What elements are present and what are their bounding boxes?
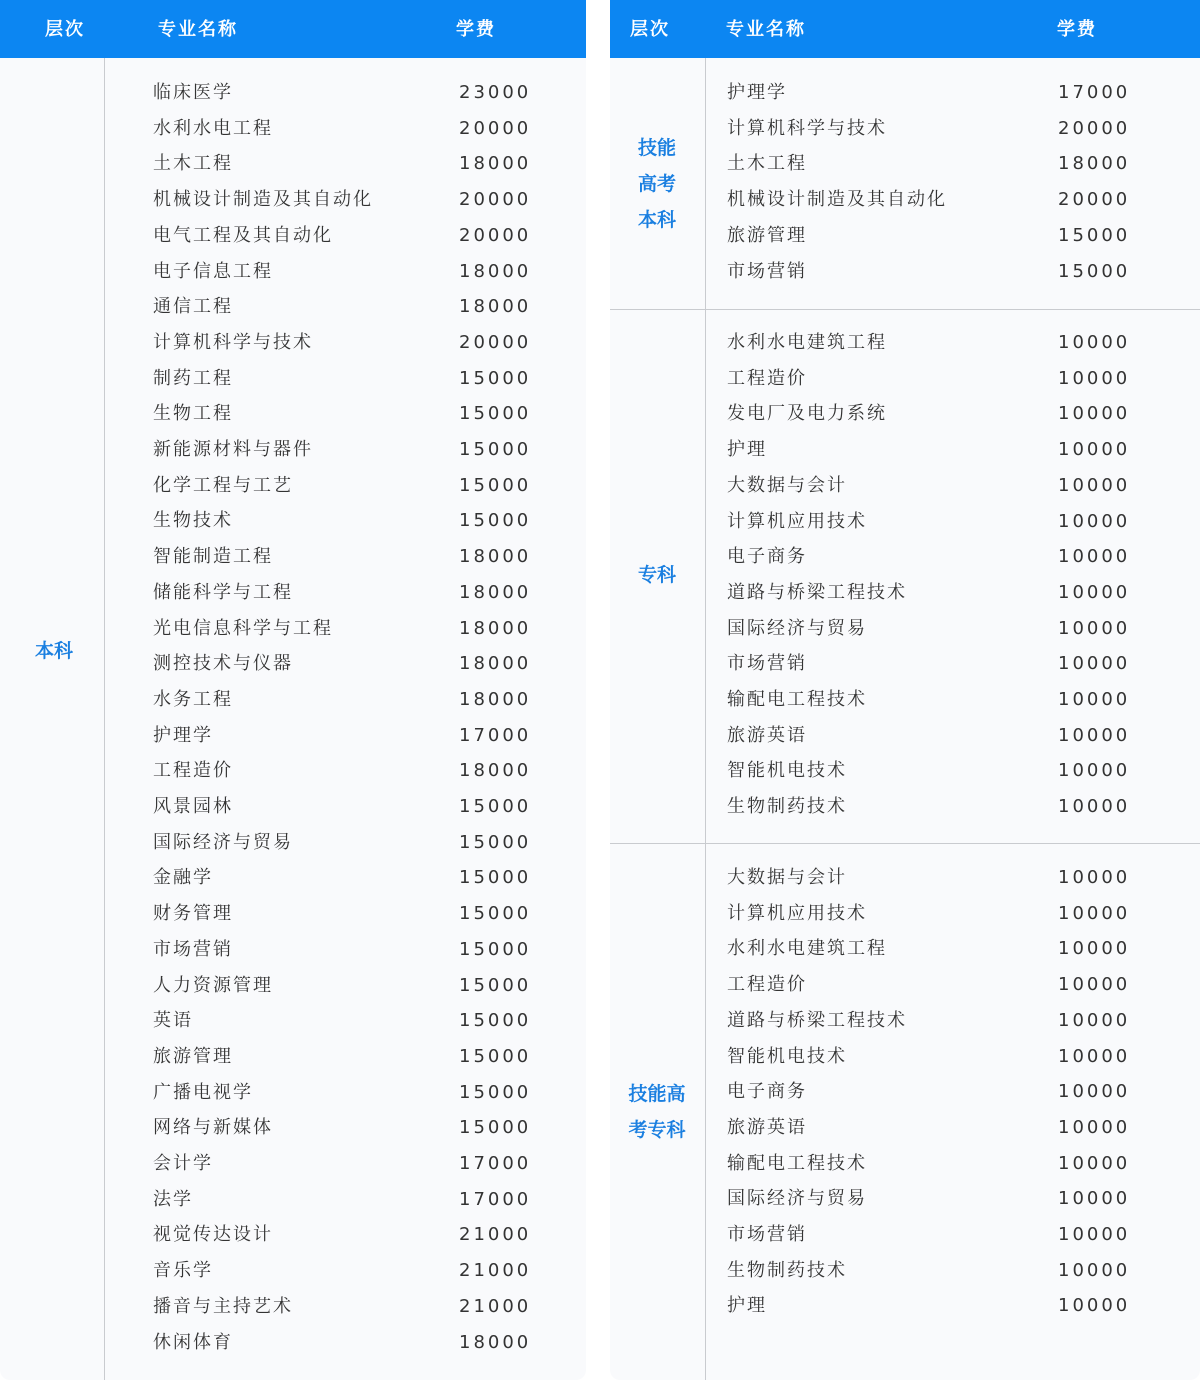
major-name: 国际经济与贸易 bbox=[153, 831, 293, 853]
tuition-fee: 17000 bbox=[1058, 82, 1131, 103]
major-name: 工程造价 bbox=[727, 974, 807, 996]
table-row bbox=[0, 114, 586, 144]
major-name: 法学 bbox=[153, 1188, 193, 1210]
major-name: 广播电视学 bbox=[153, 1081, 253, 1103]
level-label-line: 本科 bbox=[34, 640, 73, 662]
header-major: 专业名称 bbox=[158, 19, 238, 40]
tuition-fee: 18000 bbox=[459, 688, 532, 710]
major-name: 风景园林 bbox=[153, 796, 233, 817]
table-row bbox=[0, 471, 586, 501]
tuition-fee: 18000 bbox=[459, 653, 532, 675]
major-name: 生物制药技术 bbox=[727, 1259, 847, 1281]
major-name: 计算机科学与技术 bbox=[153, 331, 313, 353]
tuition-fee: 10000 bbox=[1058, 332, 1131, 353]
major-name: 化学工程与工艺 bbox=[153, 474, 293, 496]
major-name: 电子商务 bbox=[727, 1081, 807, 1103]
major-name: 护理 bbox=[727, 1295, 767, 1317]
tuition-fee: 23000 bbox=[459, 82, 532, 103]
major-name: 护理学 bbox=[153, 724, 213, 746]
tuition-fee: 18000 bbox=[459, 153, 532, 175]
tuition-fee: 20000 bbox=[1058, 117, 1131, 139]
table-row bbox=[0, 292, 586, 322]
table-row bbox=[0, 685, 586, 715]
major-name: 机械设计制造及其自动化 bbox=[153, 189, 373, 211]
table-row bbox=[610, 1006, 1200, 1036]
table-row bbox=[610, 1184, 1200, 1214]
major-name: 休闲体育 bbox=[153, 1331, 233, 1353]
table-row bbox=[0, 578, 586, 608]
tuition-fee: 15000 bbox=[459, 510, 532, 532]
tuition-fee: 18000 bbox=[459, 617, 532, 639]
major-name: 水利水电工程 bbox=[153, 117, 273, 139]
table-row bbox=[610, 614, 1200, 644]
header-level: 层次 bbox=[630, 19, 670, 40]
major-name: 水利水电建筑工程 bbox=[727, 938, 887, 960]
major-name: 智能机电技术 bbox=[727, 760, 847, 782]
tuition-fee: 15000 bbox=[459, 1081, 532, 1103]
tuition-fee: 10000 bbox=[1058, 1188, 1131, 1210]
tuition-fee: 15000 bbox=[459, 867, 532, 889]
level-label-line: 专科 bbox=[637, 564, 676, 586]
major-name: 播音与主持艺术 bbox=[153, 1295, 293, 1317]
table-row bbox=[0, 721, 586, 751]
table-row bbox=[0, 1006, 586, 1036]
tuition-fee: 18000 bbox=[459, 296, 532, 318]
table-header bbox=[610, 0, 1200, 58]
table-row bbox=[0, 1328, 586, 1358]
major-name: 旅游管理 bbox=[727, 224, 807, 246]
tuition-fee: 15000 bbox=[459, 403, 532, 425]
tuition-fee: 17000 bbox=[459, 1153, 532, 1174]
major-name: 旅游英语 bbox=[727, 724, 807, 746]
table-row bbox=[610, 721, 1200, 751]
major-name: 输配电工程技术 bbox=[727, 1152, 867, 1174]
table-row bbox=[0, 399, 586, 429]
tuition-fee: 10000 bbox=[1058, 938, 1131, 960]
table-row bbox=[610, 328, 1200, 358]
major-name: 新能源材料与器件 bbox=[153, 439, 313, 460]
tuition-fee: 20000 bbox=[1058, 189, 1131, 211]
major-name: 计算机应用技术 bbox=[727, 510, 867, 532]
major-name: 制药工程 bbox=[153, 367, 233, 389]
tuition-fee: 10000 bbox=[1058, 581, 1131, 603]
major-name: 计算机科学与技术 bbox=[727, 117, 887, 139]
major-name: 旅游管理 bbox=[153, 1045, 233, 1067]
tuition-fee: 18000 bbox=[459, 260, 532, 282]
tuition-fee: 20000 bbox=[459, 189, 532, 211]
major-name: 大数据与会计 bbox=[727, 867, 847, 888]
major-name: 视觉传达设计 bbox=[153, 1224, 273, 1246]
table-row bbox=[610, 507, 1200, 537]
level-label-line: 高考 bbox=[637, 173, 676, 195]
table-row bbox=[0, 221, 586, 251]
table-row bbox=[0, 506, 586, 536]
tuition-fee: 15000 bbox=[459, 1010, 532, 1032]
table-row bbox=[0, 863, 586, 893]
major-name: 水利水电建筑工程 bbox=[727, 332, 887, 353]
major-name: 人力资源管理 bbox=[153, 974, 273, 996]
table-row bbox=[610, 1149, 1200, 1179]
major-name: 光电信息科学与工程 bbox=[153, 617, 333, 639]
tuition-fee: 10000 bbox=[1058, 617, 1131, 639]
table-row bbox=[0, 756, 586, 786]
tuition-fee: 10000 bbox=[1058, 1081, 1131, 1103]
tuition-fee: 17000 bbox=[459, 1188, 532, 1210]
level-label-line: 考专科 bbox=[628, 1119, 686, 1141]
level-label-line: 技能高 bbox=[628, 1083, 686, 1105]
table-row bbox=[610, 685, 1200, 715]
table-row bbox=[610, 1220, 1200, 1250]
major-name: 金融学 bbox=[153, 867, 213, 889]
major-name: 水务工程 bbox=[153, 688, 233, 710]
major-name: 道路与桥梁工程技术 bbox=[727, 581, 907, 603]
tuition-fee: 10000 bbox=[1058, 367, 1131, 389]
tuition-fee: 18000 bbox=[459, 1331, 532, 1353]
group-divider bbox=[610, 843, 1200, 844]
major-name: 智能机电技术 bbox=[727, 1045, 847, 1067]
tuition-fee: 15000 bbox=[459, 1117, 532, 1139]
tuition-fee: 18000 bbox=[459, 581, 532, 603]
table-row bbox=[610, 863, 1200, 893]
level-label bbox=[612, 1076, 702, 1148]
table-row bbox=[0, 935, 586, 965]
major-name: 智能制造工程 bbox=[153, 546, 273, 568]
table-header bbox=[0, 0, 586, 58]
tuition-fee: 10000 bbox=[1058, 653, 1131, 675]
tuition-fee: 21000 bbox=[459, 1224, 532, 1246]
group-divider bbox=[610, 309, 1200, 310]
major-name: 市场营销 bbox=[153, 938, 233, 960]
tuition-fee: 21000 bbox=[459, 1295, 532, 1317]
major-name: 电气工程及其自动化 bbox=[153, 224, 333, 246]
table-row bbox=[610, 649, 1200, 679]
major-name: 土木工程 bbox=[153, 153, 233, 175]
table-row bbox=[0, 328, 586, 358]
tuition-fee: 15000 bbox=[1058, 260, 1131, 282]
table-row bbox=[0, 542, 586, 572]
major-name: 旅游英语 bbox=[727, 1116, 807, 1138]
level-label-line: 本科 bbox=[637, 209, 676, 231]
table-row bbox=[610, 78, 1200, 108]
major-name: 道路与桥梁工程技术 bbox=[727, 1009, 907, 1031]
tuition-fee: 10000 bbox=[1058, 974, 1131, 996]
tuition-fee: 17000 bbox=[459, 724, 532, 746]
table-row bbox=[610, 756, 1200, 786]
tuition-fee: 15000 bbox=[459, 974, 532, 996]
major-name: 英语 bbox=[153, 1010, 193, 1032]
table-row bbox=[0, 1042, 586, 1072]
table-row bbox=[0, 1149, 586, 1179]
table-row bbox=[610, 1042, 1200, 1072]
header-level: 层次 bbox=[45, 19, 85, 40]
tuition-fee: 10000 bbox=[1058, 1045, 1131, 1067]
tuition-fee: 18000 bbox=[459, 760, 532, 782]
major-name: 市场营销 bbox=[727, 1224, 807, 1245]
major-name: 生物制药技术 bbox=[727, 796, 847, 818]
tuition-fee: 20000 bbox=[459, 224, 532, 246]
table-row bbox=[0, 899, 586, 929]
major-name: 国际经济与贸易 bbox=[727, 1188, 867, 1210]
tuition-fee: 15000 bbox=[459, 367, 532, 389]
major-name: 生物工程 bbox=[153, 403, 233, 425]
header-fee: 学费 bbox=[456, 19, 496, 40]
tuition-fee: 21000 bbox=[459, 1260, 532, 1282]
table-row bbox=[0, 78, 586, 108]
major-name: 测控技术与仪器 bbox=[153, 653, 293, 675]
tuition-fee: 10000 bbox=[1058, 1224, 1131, 1245]
tuition-fee: 10000 bbox=[1058, 403, 1131, 425]
tuition-fee: 10000 bbox=[1058, 510, 1131, 532]
table-row bbox=[610, 1291, 1200, 1321]
table-row bbox=[610, 970, 1200, 1000]
table-row bbox=[0, 185, 586, 215]
tuition-fee: 10000 bbox=[1058, 546, 1131, 568]
major-name: 网络与新媒体 bbox=[153, 1117, 273, 1139]
level-label-line: 技能 bbox=[637, 137, 676, 159]
major-name: 市场营销 bbox=[727, 260, 807, 282]
tuition-fee: 15000 bbox=[459, 1045, 532, 1067]
tuition-fee: 10000 bbox=[1058, 724, 1131, 746]
table-row bbox=[610, 792, 1200, 822]
major-name: 电子商务 bbox=[727, 546, 807, 568]
major-name: 工程造价 bbox=[153, 760, 233, 782]
major-name: 护理 bbox=[727, 439, 767, 461]
table-row bbox=[0, 149, 586, 179]
major-name: 电子信息工程 bbox=[153, 260, 273, 282]
major-name: 大数据与会计 bbox=[727, 474, 847, 496]
major-name: 发电厂及电力系统 bbox=[727, 403, 887, 425]
tuition-fee: 10000 bbox=[1058, 1116, 1131, 1138]
table-row bbox=[0, 1220, 586, 1250]
tuition-fee: 10000 bbox=[1058, 689, 1131, 710]
tuition-fee: 10000 bbox=[1058, 1152, 1131, 1174]
table-row bbox=[610, 899, 1200, 929]
tuition-fee: 15000 bbox=[459, 439, 532, 460]
major-name: 储能科学与工程 bbox=[153, 581, 293, 603]
major-name: 机械设计制造及其自动化 bbox=[727, 189, 947, 211]
major-name: 生物技术 bbox=[153, 510, 233, 532]
tuition-fee: 10000 bbox=[1058, 439, 1131, 461]
tuition-fee: 15000 bbox=[1058, 224, 1131, 246]
level-label bbox=[612, 557, 702, 593]
tuition-fee: 10000 bbox=[1058, 902, 1131, 924]
tuition-fee: 10000 bbox=[1058, 796, 1131, 818]
tuition-fee: 15000 bbox=[459, 938, 532, 960]
tuition-table-right bbox=[610, 0, 1200, 1380]
major-name: 工程造价 bbox=[727, 367, 807, 389]
tuition-fee: 20000 bbox=[459, 117, 532, 139]
table-row bbox=[0, 1113, 586, 1143]
tuition-fee: 10000 bbox=[1058, 1259, 1131, 1281]
tuition-fee: 18000 bbox=[1058, 153, 1131, 175]
level-label bbox=[9, 633, 99, 669]
tuition-table-left bbox=[0, 0, 586, 1380]
table-row bbox=[0, 828, 586, 858]
major-name: 计算机应用技术 bbox=[727, 902, 867, 924]
table-row bbox=[610, 257, 1200, 287]
table-row bbox=[610, 1256, 1200, 1286]
major-name: 会计学 bbox=[153, 1153, 213, 1174]
tuition-fee: 15000 bbox=[459, 831, 532, 853]
major-name: 输配电工程技术 bbox=[727, 689, 867, 710]
tuition-fee: 15000 bbox=[459, 796, 532, 817]
table-row bbox=[610, 934, 1200, 964]
table-row bbox=[0, 1078, 586, 1108]
major-name: 财务管理 bbox=[153, 903, 233, 925]
tuition-fee: 20000 bbox=[459, 331, 532, 353]
major-name: 护理学 bbox=[727, 82, 787, 103]
table-row bbox=[610, 364, 1200, 394]
major-name: 临床医学 bbox=[153, 82, 233, 103]
major-name: 国际经济与贸易 bbox=[727, 617, 867, 639]
table-row bbox=[0, 435, 586, 465]
table-row bbox=[610, 471, 1200, 501]
major-name: 土木工程 bbox=[727, 153, 807, 175]
tuition-fee: 10000 bbox=[1058, 1295, 1131, 1317]
table-row bbox=[0, 257, 586, 287]
table-row bbox=[0, 364, 586, 394]
major-name: 音乐学 bbox=[153, 1260, 213, 1282]
tuition-fee: 10000 bbox=[1058, 1009, 1131, 1031]
table-row bbox=[610, 435, 1200, 465]
tuition-fee: 15000 bbox=[459, 474, 532, 496]
tuition-fee: 15000 bbox=[459, 903, 532, 925]
table-row bbox=[0, 971, 586, 1001]
header-fee: 学费 bbox=[1057, 19, 1097, 40]
tuition-fee: 10000 bbox=[1058, 760, 1131, 782]
table-row bbox=[610, 399, 1200, 429]
tuition-fee: 10000 bbox=[1058, 474, 1131, 496]
level-label bbox=[612, 130, 702, 238]
tuition-fee: 10000 bbox=[1058, 867, 1131, 888]
table-row bbox=[0, 1185, 586, 1215]
tuition-fee: 18000 bbox=[459, 546, 532, 568]
major-name: 通信工程 bbox=[153, 296, 233, 318]
header-major: 专业名称 bbox=[726, 19, 806, 40]
table-row bbox=[0, 792, 586, 822]
table-row bbox=[0, 1256, 586, 1286]
table-row bbox=[0, 1292, 586, 1322]
major-name: 市场营销 bbox=[727, 653, 807, 675]
